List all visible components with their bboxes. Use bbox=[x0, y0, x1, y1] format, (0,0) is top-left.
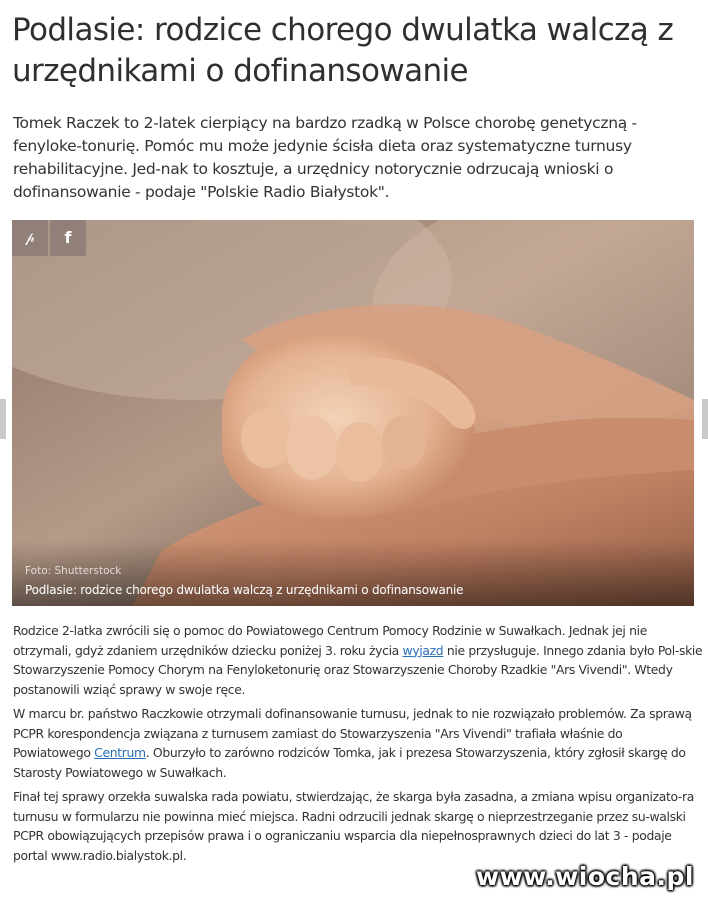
paragraph-1-end: nie przysługuje. Innego zdania było Pol-skie Stowarzyszenie Pomocy Chorym na Fenyloketonurię oraz Stowarzyszenie Choroby Rzadkie "Ars Vivendi". Wtedy postanowili wziąć sprawy w swoje ręce. bbox=[13, 642, 703, 697]
watermark-logo: www.wiocha.pl bbox=[476, 862, 694, 891]
hands-illustration bbox=[12, 220, 694, 606]
link-centrum[interactable]: Centrum bbox=[94, 745, 146, 760]
photo-credit: Foto: Shutterstock bbox=[25, 565, 122, 577]
paragraph-1 bbox=[13, 621, 703, 699]
paragraph-1-start: Rodzice 2-latka zwrócili się o pomoc do Powiatowego Centrum Pomocy Rodzinie w Suwałkach. Jednak jej nie otrzymali, gdyż zdaniem urzędników dziecku poniżej 3. roku życia bbox=[13, 623, 647, 658]
article-photo bbox=[12, 220, 694, 606]
paragraph-2-end: . Oburzyło to zarówno rodziców Tomka, jak i prezesa Stowarzyszenia, który zgłosił skargę do Starosty Powiatowego w Suwałkach. bbox=[13, 745, 686, 780]
next-arrow[interactable] bbox=[702, 399, 708, 439]
paragraph-2-start: W marcu br. państwo Raczkowie otrzymali dofinansowanie turnusu, jednak to nie rozwiązało problemów. Za sprawą PCPR korespondencja związana z turnusem zamiast do Stowarzyszenia "Ars Vivendi" trafiała właśnie do Powiatowego bbox=[13, 706, 692, 760]
photo-caption: Podlasie: rodzice chorego dwulatka walczą z urzędnikami o dofinansowanie bbox=[25, 583, 464, 597]
prev-arrow[interactable] bbox=[0, 399, 6, 439]
paragraph-3: Finał tej sprawy orzekła suwalska rada powiatu, stwierdzając, że skarga była zasadna, a zmiana wpisu organizato-ra turnusu w formularzu nie powinna mieć miejsca. Radni odrzucili jednak skargę o nieprzestrzeganie przez su-walski PCPR obowiązujących przepisów prawa i o ograniczaniu wsparcia dla niepełnosprawnych dzieci do lat 3 - podaje portal www.radio.bialystok.pl. bbox=[13, 789, 695, 863]
article-lead: Tomek Raczek to 2-latek cierpiący na bardzo rzadką w Polsce chorobę genetyczną - fenyloke-tonurię. Pomóc mu może jedynie ścisła dieta oraz systematyczne turnusy rehabilitacyjne. Jed-nak to kosztuje, a urzędnicy notorycznie odrzucają wnioski o dofinansowanie - podaje "Polskie Radio Białystok". bbox=[13, 114, 637, 201]
link-wyjazd[interactable]: wyjazd bbox=[402, 642, 444, 658]
pinterest-share-button[interactable]: 𝓅 bbox=[12, 220, 48, 256]
paragraph-2 bbox=[13, 704, 703, 782]
facebook-share-button[interactable]: f bbox=[50, 220, 86, 256]
article-body bbox=[13, 621, 703, 870]
article-title: Podlasie: rodzice chorego dwulatka walczą z urzędnikami o dofinansowanie bbox=[12, 12, 674, 89]
